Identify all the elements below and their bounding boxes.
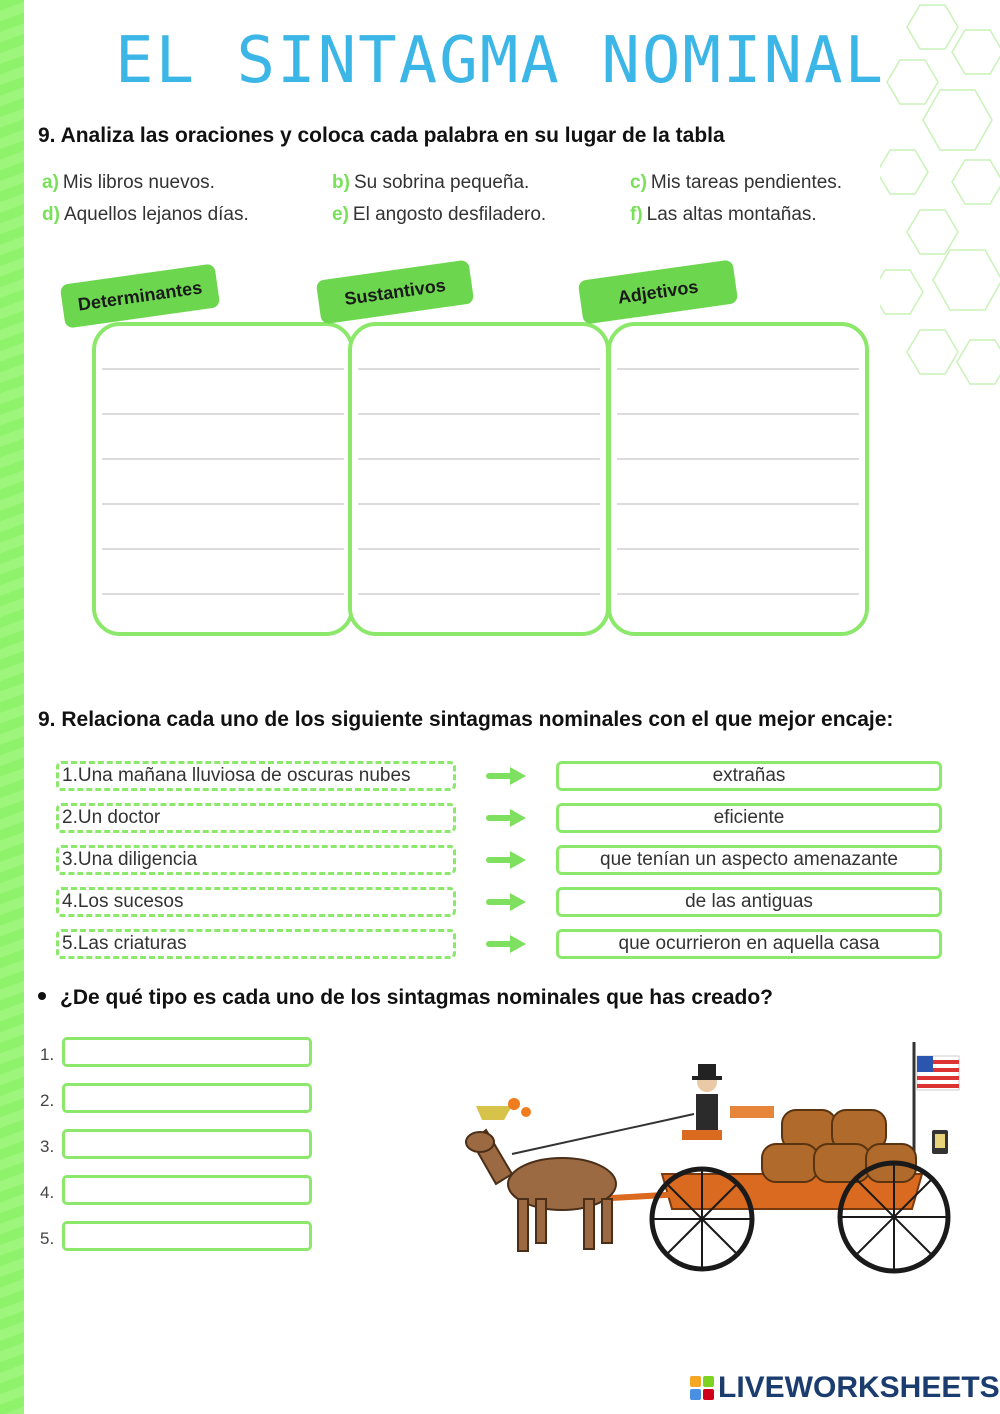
sentence-item (332, 204, 630, 226)
arrow-right-icon (484, 850, 528, 870)
match-row (56, 929, 944, 959)
answer-row (40, 1129, 314, 1161)
sustantivos-tag: Sustantivos (316, 259, 475, 324)
answer-number: 4. (40, 1183, 55, 1202)
match-left-item[interactable]: 1.Una mañana lluviosa de oscuras nubes (56, 761, 456, 791)
match-right-item[interactable]: que tenían un aspecto amenazante (556, 845, 942, 875)
sentence-text: Las altas montañas. (646, 204, 817, 225)
sentence-label: a) (42, 172, 59, 193)
sentence-text: Aquellos lejanos días. (63, 204, 249, 225)
sentence-list (42, 172, 942, 226)
answer-number: 2. (40, 1091, 55, 1110)
arrow-right-icon (484, 892, 528, 912)
adjetivos-tag: Adjetivos (578, 259, 739, 324)
match-left-item[interactable]: 4.Los sucesos (56, 887, 456, 917)
arrow-right-icon (484, 808, 528, 828)
match-row (56, 803, 944, 833)
arrow-right-icon (484, 766, 528, 786)
sentence-text: El angosto desfiladero. (352, 204, 547, 225)
sustantivos-column[interactable] (348, 322, 610, 636)
answer-row (40, 1175, 314, 1207)
left-decorative-bar (0, 0, 24, 1414)
page-title: EL SINTAGMA NOMINAL (114, 24, 886, 98)
sentence-item (332, 172, 630, 194)
arrow-right-icon (484, 934, 528, 954)
sentence-text: Mis tareas pendientes. (650, 172, 843, 193)
answer-input[interactable] (62, 1175, 312, 1205)
liveworksheets-logo-text: LIVEWORKSHEETS (718, 1371, 1000, 1404)
answer-input[interactable] (62, 1083, 312, 1113)
sentence-label: f) (630, 204, 643, 225)
match-left-item[interactable]: 5.Las criaturas (56, 929, 456, 959)
match-right-item[interactable]: de las antiguas (556, 887, 942, 917)
exercise-3-question (38, 986, 773, 1010)
sentence-label: c) (630, 172, 647, 193)
answer-input[interactable] (62, 1221, 312, 1251)
liveworksheets-logo (690, 1372, 1000, 1404)
answer-row (40, 1037, 314, 1069)
answer-row (40, 1221, 314, 1253)
answer-input[interactable] (62, 1129, 312, 1159)
exercise-3-question-text: ¿De qué tipo es cada uno de los sintagmas nominales que has creado? (60, 986, 774, 1009)
horse-wagon-illustration (462, 1034, 962, 1284)
flag-icon (917, 1056, 959, 1090)
liveworksheets-logo-icon (690, 1376, 714, 1400)
sentence-item (630, 204, 930, 226)
match-right-item[interactable]: eficiente (556, 803, 942, 833)
match-right-item[interactable]: que ocurrieron en aquella casa (556, 929, 942, 959)
answer-number: 1. (40, 1045, 55, 1064)
answer-row (40, 1083, 314, 1115)
answer-number: 5. (40, 1229, 55, 1248)
determinantes-column[interactable] (92, 322, 354, 636)
match-row (56, 761, 944, 791)
match-left-item[interactable]: 3.Una diligencia (56, 845, 456, 875)
answer-number: 3. (40, 1137, 55, 1156)
answer-input[interactable] (62, 1037, 312, 1067)
match-right-item[interactable]: extrañas (556, 761, 942, 791)
sentence-text: Mis libros nuevos. (62, 172, 215, 193)
adjetivos-column[interactable] (607, 322, 869, 636)
sentence-label: e) (332, 204, 349, 225)
determinantes-tag: Determinantes (60, 263, 221, 328)
match-row (56, 887, 944, 917)
exercise-1-heading: 9. Analiza las oraciones y coloca cada palabra en su lugar de la tabla (38, 124, 725, 147)
match-row (56, 845, 944, 875)
match-left-item[interactable]: 2.Un doctor (56, 803, 456, 833)
sentence-text: Su sobrina pequeña. (353, 172, 530, 193)
sentence-item (42, 204, 332, 226)
exercise-2-heading: 9. Relaciona cada uno de los siguiente sintagmas nominales con el que mejor encaje: (38, 708, 894, 731)
bullet-icon (38, 992, 46, 1000)
sentence-label: d) (42, 204, 60, 225)
sentence-item (42, 172, 332, 194)
sentence-label: b) (332, 172, 350, 193)
sentence-item (630, 172, 930, 194)
